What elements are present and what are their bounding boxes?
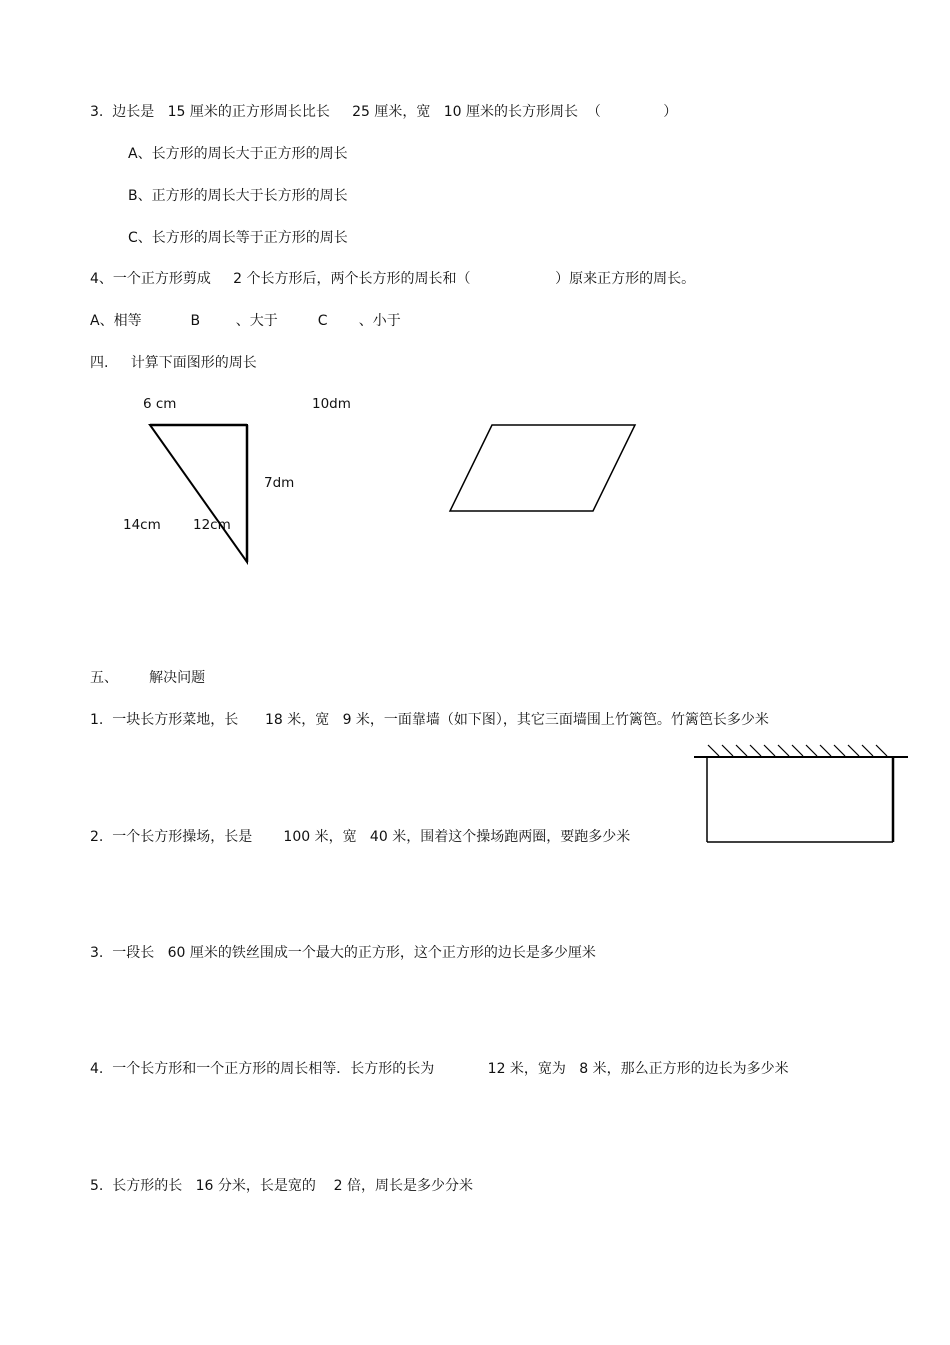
question-4-options: A、相等 B 、大于 C 、小于 — [90, 313, 401, 329]
parallelogram-side-label: 7dm — [264, 475, 295, 491]
triangle-hypotenuse-label: 12cm — [193, 517, 231, 533]
parallelogram-top-label: 10dm — [312, 396, 351, 412]
problem-5: 5. 长方形的长 16 分米，长是宽的 2 倍，周长是多少分米 — [90, 1178, 474, 1194]
problem-1: 1. 一块长方形菜地，长 18 米，宽 9 米，一面靠墙（如下图），其它三面墙围上竹篱笆。竹篱笆长多少米 — [90, 712, 769, 728]
problem-3: 3. 一段长 60 厘米的铁丝围成一个最大的正方形，这个正方形的边长是多少厘米 — [90, 945, 596, 961]
question-3-option-a: A、长方形的周长大于正方形的周长 — [128, 146, 348, 162]
triangle-left-label: 14cm — [123, 517, 161, 533]
problem-2: 2. 一个长方形操场，长是 100 米，宽 40 米，围着这个操场跑两圈，要跑多少米 — [90, 829, 631, 845]
problem-4: 4. 一个长方形和一个正方形的周长相等．长方形的长为 12 米，宽为 8 米，那么正方形的边长为多少米 — [90, 1061, 789, 1077]
question-4-stem: 4、一个正方形剪成 2 个长方形后，两个长方形的周长和（ ）原来正方形的周长。 — [90, 271, 696, 287]
question-3-option-b: B、正方形的周长大于长方形的周长 — [128, 188, 348, 204]
question-3-option-c: C、长方形的周长等于正方形的周长 — [128, 230, 348, 246]
question-3-stem: 3. 边长是 15 厘米的正方形周长比长 25 厘米，宽 10 厘米的长方形周长 （ ） — [90, 104, 678, 120]
section-5-heading: 五、 解决问题 — [90, 670, 206, 686]
triangle-top-label: 6 cm — [143, 396, 177, 412]
section-4-heading: 四. 计算下面图形的周长 — [90, 355, 257, 371]
